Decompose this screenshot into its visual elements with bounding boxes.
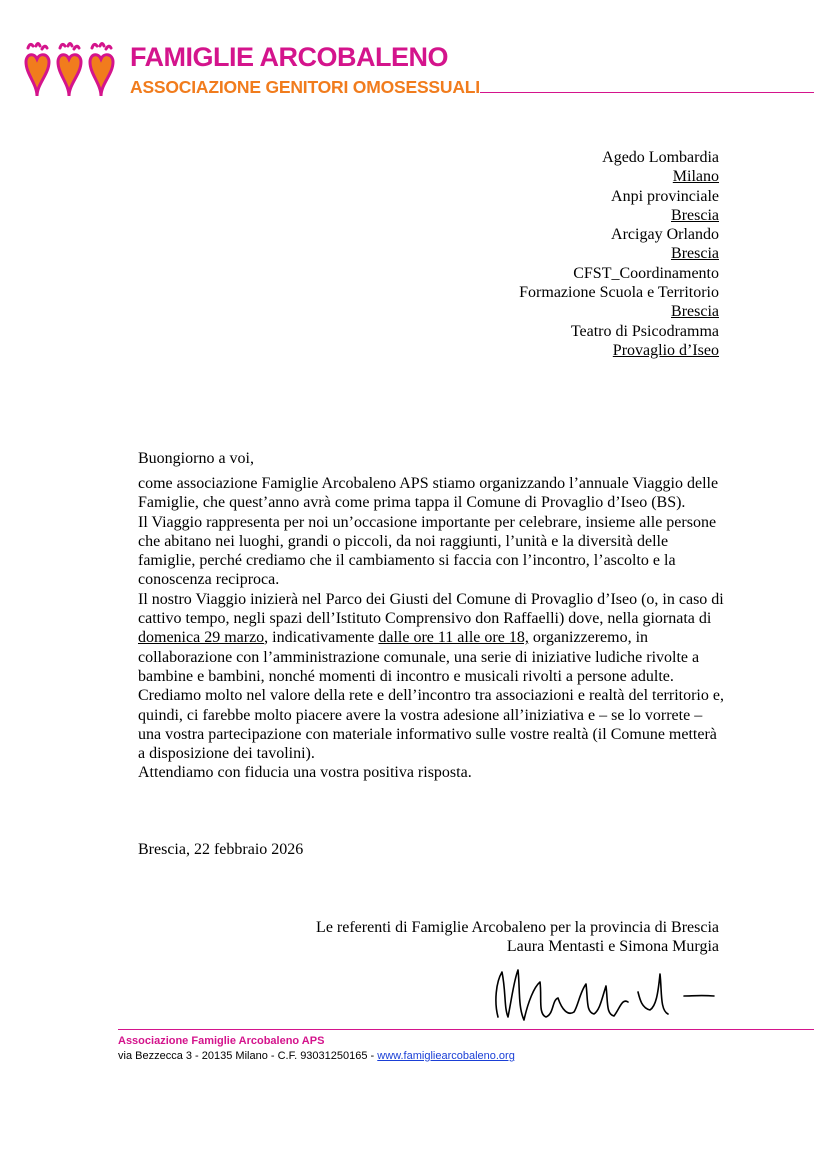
rainbow-families-logo-icon: [22, 40, 118, 102]
paragraph-text: Il nostro Viaggio inizierà nel Parco dei Giusti del Comune di Provaglio d’Iseo (o, in caso di cattivo tempo, negli spazi dell’Istituto Comprensivo don Raffaelli) dove, nella giornata di: [138, 590, 724, 628]
recipient-city: Brescia: [671, 206, 719, 224]
footer-divider: [118, 1029, 814, 1030]
letter-date: Brescia, 22 febbraio 2026: [138, 841, 304, 858]
event-time: dalle ore 11 alle ore 18,: [378, 629, 529, 647]
event-date: domenica 29 marzo: [138, 629, 265, 647]
recipient-name: Arcigay Orlando: [611, 226, 719, 244]
footer-organization: Associazione Famiglie Arcobaleno APS: [118, 1035, 325, 1047]
organization-name: FAMIGLIE ARCOBALENO: [130, 42, 448, 72]
header-divider: [480, 92, 814, 93]
paragraph: come associazione Famiglie Arcobaleno APS stiamo organizzando l’annuale Viaggio delle Famiglie, che quest’anno avrà come prima tappa il Comune di Provaglio d’Iseo (BS).: [138, 475, 719, 512]
paragraph: [138, 590, 726, 686]
recipients-block: [519, 148, 719, 360]
website-link[interactable]: www.famigliearcobaleno.org: [377, 1050, 515, 1062]
recipient-name: CFST_Coordinamento: [573, 264, 719, 282]
recipient-city: Brescia: [671, 303, 719, 321]
signatories: Laura Mentasti e Simona Murgia: [506, 938, 719, 956]
paragraph-text: organizzeremo, in collaborazione con l’amministrazione comunale, una serie di iniziative ludiche rivolte a bambine e bambini, nonché momenti di incontro e musicali rivolti a persone adulte.: [138, 629, 700, 685]
organization-subtitle: ASSOCIAZIONE GENITORI OMOSESSUALI: [130, 77, 480, 97]
recipient-name: Agedo Lombardia: [602, 149, 719, 166]
recipient-name-continued: Formazione Scuola e Territorio: [519, 284, 719, 302]
recipient-city: Milano: [672, 168, 719, 186]
recipient-city: Brescia: [671, 245, 719, 263]
paragraph: Attendiamo con fiducia una vostra positiva risposta.: [138, 764, 472, 782]
recipient-name: Anpi provinciale: [611, 187, 719, 205]
paragraph-text: , indicativamente: [264, 629, 379, 647]
closing-block: [316, 918, 719, 957]
footer-address: [118, 1049, 515, 1063]
letter-body: [138, 474, 726, 783]
handwritten-signature-icon: [488, 962, 724, 1030]
closing-line: Le referenti di Famiglie Arcobaleno per la provincia di Brescia: [316, 919, 719, 936]
recipient-name: Teatro di Psicodramma: [570, 322, 719, 340]
footer-address-text: via Bezzecca 3 - 20135 Milano - C.F. 93031250165 -: [118, 1050, 378, 1062]
paragraph: Crediamo molto nel valore della rete e dell’incontro tra associazioni e realtà del territorio e, quindi, ci farebbe molto piacere avere la vostra adesione all’iniziativa e – se lo vorrete – una vostra partecipazione con materiale informativo sulle vostre realtà (il Comune metterà a disposizione dei tavolini).: [138, 687, 724, 763]
recipient-city: Provaglio d’Iseo: [612, 341, 719, 359]
greeting: Buongiorno a voi,: [138, 450, 254, 467]
paragraph: Il Viaggio rappresenta per noi un’occasione importante per celebrare, insieme alle persone che abitano nei luoghi, grandi o piccoli, da noi raggiunti, l’unità e la diversità delle famiglie, perché crediamo che il cambiamento si faccia con l’incontro, l’ascolto e la conoscenza reciproca.: [138, 513, 717, 589]
